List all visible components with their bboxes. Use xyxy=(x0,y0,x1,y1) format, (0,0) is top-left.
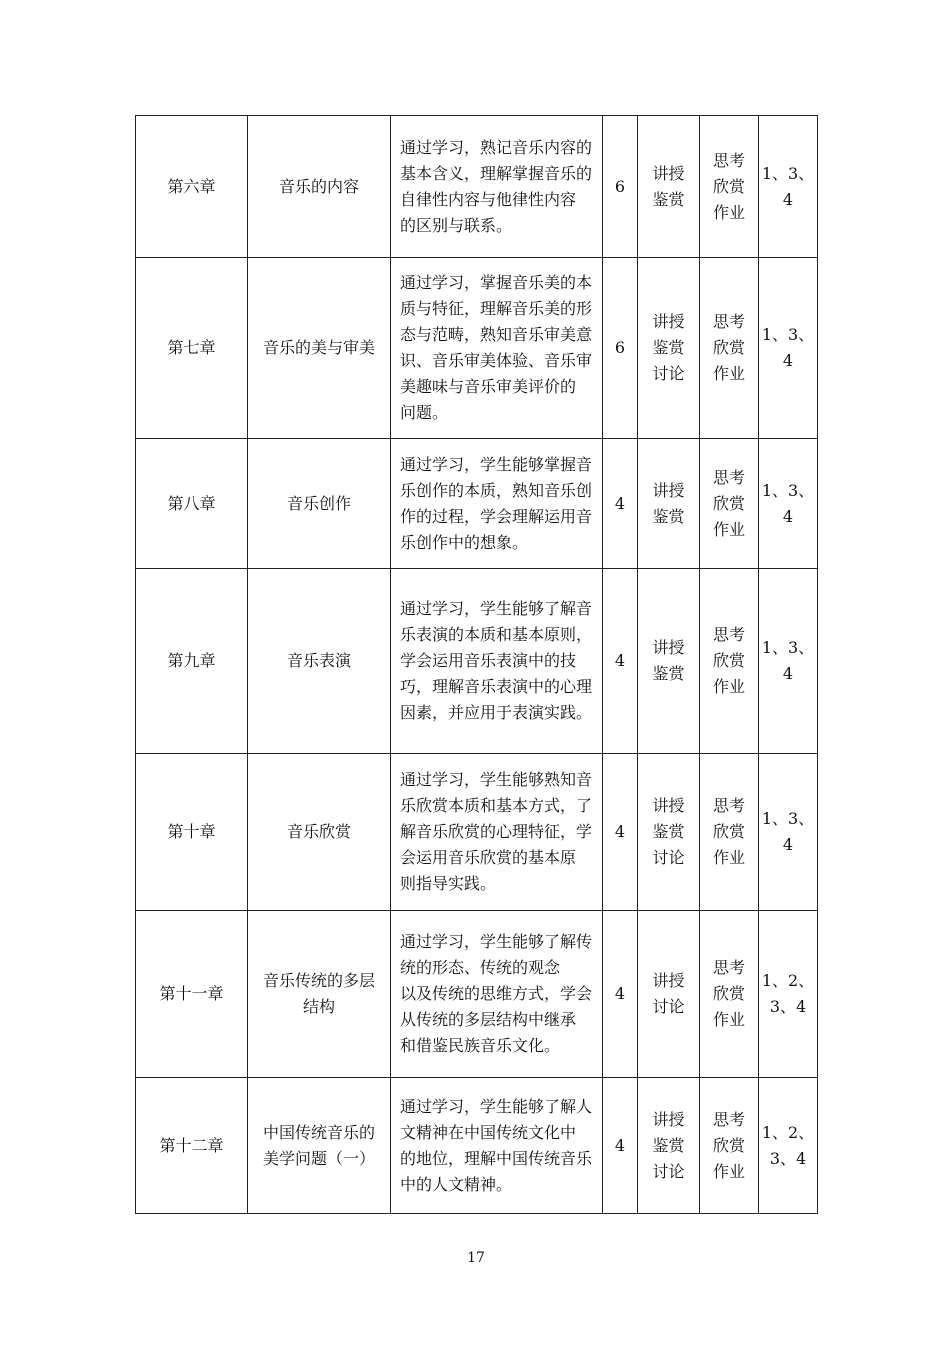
table-row xyxy=(136,116,818,258)
assessment-line: 思考 xyxy=(712,625,745,644)
table-body xyxy=(136,116,818,1214)
assessment-line: 思考 xyxy=(712,1109,745,1129)
hours-cell: 4 xyxy=(603,754,638,911)
assessment-cell xyxy=(700,1078,759,1214)
objective-line: 3、4 xyxy=(769,997,807,1016)
method-line: 鉴赏 xyxy=(652,189,685,209)
assessment-cell xyxy=(700,754,759,911)
methods-cell xyxy=(638,116,700,258)
chapter-cell: 第七章 xyxy=(136,258,248,439)
title-line: 中国传统音乐的 xyxy=(262,1122,375,1142)
description-line: 解音乐欣赏的心理特征，学 xyxy=(400,822,593,841)
description-line: 美趣味与音乐审美评价的 xyxy=(400,377,577,396)
assessment-line: 思考 xyxy=(712,312,745,331)
description-line: 乐欣赏本质和基本方式，了 xyxy=(400,796,593,815)
title-line: 音乐创作 xyxy=(286,493,351,513)
assessment-line: 欣赏 xyxy=(712,493,745,513)
title-line: 音乐表演 xyxy=(286,651,351,670)
objective-line: 3、4 xyxy=(769,1148,807,1168)
method-line: 鉴赏 xyxy=(652,506,685,526)
description-line: 文精神在中国传统文化中 xyxy=(400,1122,577,1142)
assessment-line: 欣赏 xyxy=(712,984,745,1003)
objective-line: 1、2、 xyxy=(761,971,815,990)
assessment-cell xyxy=(700,439,759,569)
objective-line: 1、3、 xyxy=(761,638,815,657)
assessment-cell xyxy=(700,116,759,258)
methods-cell xyxy=(638,569,700,754)
title-cell xyxy=(248,1078,391,1214)
objective-line: 1、3、 xyxy=(761,325,815,344)
method-line: 讲授 xyxy=(652,638,685,657)
description-cell xyxy=(391,569,603,754)
description-cell xyxy=(391,754,603,911)
objective-line: 1、3、 xyxy=(761,480,815,500)
methods-cell xyxy=(638,258,700,439)
assessment-line: 欣赏 xyxy=(712,338,745,357)
assessment-line: 欣赏 xyxy=(712,176,745,196)
page-number: 17 xyxy=(467,1250,485,1266)
description-line: 质与特征，理解音乐美的形 xyxy=(400,299,593,318)
hours-cell: 6 xyxy=(603,116,638,258)
method-line: 讨论 xyxy=(652,997,685,1016)
description-line: 通过学习，掌握音乐美的本 xyxy=(400,273,593,292)
title-cell xyxy=(248,569,391,754)
description-line: 巧，理解音乐表演中的心理 xyxy=(400,677,593,696)
description-cell xyxy=(391,911,603,1078)
method-line: 讲授 xyxy=(652,480,685,500)
method-line: 鉴赏 xyxy=(652,1135,685,1155)
description-line: 的区别与联系。 xyxy=(400,215,513,235)
method-line: 讨论 xyxy=(652,364,685,383)
description-line: 会运用音乐欣赏的基本原 xyxy=(400,848,577,867)
course-schedule-table xyxy=(135,115,818,1214)
table-row xyxy=(136,1078,818,1214)
description-line: 中的人文精神。 xyxy=(400,1174,513,1194)
objectives-cell xyxy=(759,754,818,911)
objective-line: 4 xyxy=(782,835,794,854)
description-line: 乐创作中的想象。 xyxy=(400,532,529,552)
objectives-cell xyxy=(759,439,818,569)
objectives-cell xyxy=(759,569,818,754)
description-line: 因素，并应用于表演实践。 xyxy=(400,703,593,722)
table-row xyxy=(136,569,818,754)
objectives-cell xyxy=(759,1078,818,1214)
method-line: 讲授 xyxy=(652,163,685,183)
method-line: 讲授 xyxy=(652,971,685,990)
assessment-cell xyxy=(700,569,759,754)
hours-cell: 4 xyxy=(603,911,638,1078)
hours-cell: 4 xyxy=(603,439,638,569)
objective-line: 4 xyxy=(782,189,794,209)
table-row xyxy=(136,754,818,911)
description-line: 态与范畴，熟知音乐审美意 xyxy=(400,325,593,344)
method-line: 鉴赏 xyxy=(652,338,685,357)
description-line: 问题。 xyxy=(400,403,449,422)
hours-cell: 4 xyxy=(603,1078,638,1214)
description-line: 通过学习，学生能够了解人 xyxy=(400,1096,593,1116)
assessment-line: 作业 xyxy=(712,364,745,383)
assessment-line: 思考 xyxy=(712,467,745,487)
description-cell xyxy=(391,116,603,258)
title-line: 音乐传统的多层 xyxy=(262,971,375,990)
objectives-cell xyxy=(759,116,818,258)
chapter-cell: 第八章 xyxy=(136,439,248,569)
objective-line: 4 xyxy=(782,664,794,683)
objective-line: 1、3、 xyxy=(761,163,815,183)
title-line: 音乐的美与审美 xyxy=(262,338,375,357)
table-row xyxy=(136,439,818,569)
description-line: 则指导实践。 xyxy=(400,874,497,893)
methods-cell xyxy=(638,1078,700,1214)
assessment-line: 欣赏 xyxy=(712,651,745,670)
methods-cell xyxy=(638,911,700,1078)
chapter-cell: 第十二章 xyxy=(136,1078,248,1214)
assessment-line: 作业 xyxy=(712,519,745,539)
description-line: 学会运用音乐表演中的技 xyxy=(400,651,577,670)
method-line: 讲授 xyxy=(652,796,685,815)
title-cell xyxy=(248,911,391,1078)
description-line: 自律性内容与他律性内容 xyxy=(400,189,577,209)
hours-cell: 6 xyxy=(603,258,638,439)
description-line: 乐创作的本质，熟知音乐创 xyxy=(400,480,593,500)
description-line: 统的形态、传统的观念 xyxy=(400,958,561,977)
assessment-line: 思考 xyxy=(712,958,745,977)
title-line: 结构 xyxy=(302,997,335,1016)
description-line: 以及传统的思维方式，学会 xyxy=(400,984,593,1003)
title-cell xyxy=(248,754,391,911)
assessment-line: 作业 xyxy=(712,677,745,696)
assessment-line: 思考 xyxy=(712,150,745,170)
objective-line: 4 xyxy=(782,351,794,370)
hours-cell: 4 xyxy=(603,569,638,754)
method-line: 鉴赏 xyxy=(652,822,685,841)
title-cell xyxy=(248,439,391,569)
assessment-line: 作业 xyxy=(712,1010,745,1029)
description-line: 的地位，理解中国传统音乐 xyxy=(400,1148,593,1168)
description-cell xyxy=(391,439,603,569)
method-line: 讨论 xyxy=(652,1161,685,1181)
assessment-line: 作业 xyxy=(712,202,745,222)
assessment-cell xyxy=(700,258,759,439)
objectives-cell xyxy=(759,258,818,439)
description-cell xyxy=(391,1078,603,1214)
title-cell xyxy=(248,258,391,439)
table-row xyxy=(136,258,818,439)
assessment-line: 思考 xyxy=(712,796,745,815)
description-line: 通过学习，学生能够掌握音 xyxy=(400,454,593,474)
chapter-cell: 第十章 xyxy=(136,754,248,911)
objective-line: 4 xyxy=(782,506,794,526)
title-line: 美学问题（一） xyxy=(262,1148,375,1168)
description-line: 作的过程，学会理解运用音 xyxy=(400,506,593,526)
chapter-cell: 第九章 xyxy=(136,569,248,754)
objective-line: 1、2、 xyxy=(761,1122,815,1142)
description-line: 通过学习，学生能够熟知音 xyxy=(400,770,593,789)
assessment-line: 欣赏 xyxy=(712,1135,745,1155)
methods-cell xyxy=(638,439,700,569)
method-line: 鉴赏 xyxy=(652,664,685,683)
description-line: 乐表演的本质和基本原则， xyxy=(400,625,593,644)
description-line: 从传统的多层结构中继承 xyxy=(400,1010,577,1029)
description-line: 和借鉴民族音乐文化。 xyxy=(400,1036,561,1055)
table-row xyxy=(136,911,818,1078)
description-cell xyxy=(391,258,603,439)
description-line: 识、音乐审美体验、音乐审 xyxy=(400,351,593,370)
assessment-cell xyxy=(700,911,759,1078)
title-line: 音乐欣赏 xyxy=(286,822,351,841)
objectives-cell xyxy=(759,911,818,1078)
objective-line: 1、3、 xyxy=(761,809,815,828)
methods-cell xyxy=(638,754,700,911)
description-line: 通过学习，学生能够了解传 xyxy=(400,932,593,951)
chapter-cell: 第十一章 xyxy=(136,911,248,1078)
method-line: 讨论 xyxy=(652,848,685,867)
assessment-line: 欣赏 xyxy=(712,822,745,841)
assessment-line: 作业 xyxy=(712,848,745,867)
chapter-cell: 第六章 xyxy=(136,116,248,258)
method-line: 讲授 xyxy=(652,1109,685,1129)
title-cell xyxy=(248,116,391,258)
description-line: 通过学习，熟记音乐内容的 xyxy=(400,137,593,157)
description-line: 基本含义，理解掌握音乐的 xyxy=(400,163,593,183)
assessment-line: 作业 xyxy=(712,1161,745,1181)
title-line: 音乐的内容 xyxy=(278,176,359,196)
description-line: 通过学习，学生能够了解音 xyxy=(400,599,593,618)
method-line: 讲授 xyxy=(652,312,685,331)
